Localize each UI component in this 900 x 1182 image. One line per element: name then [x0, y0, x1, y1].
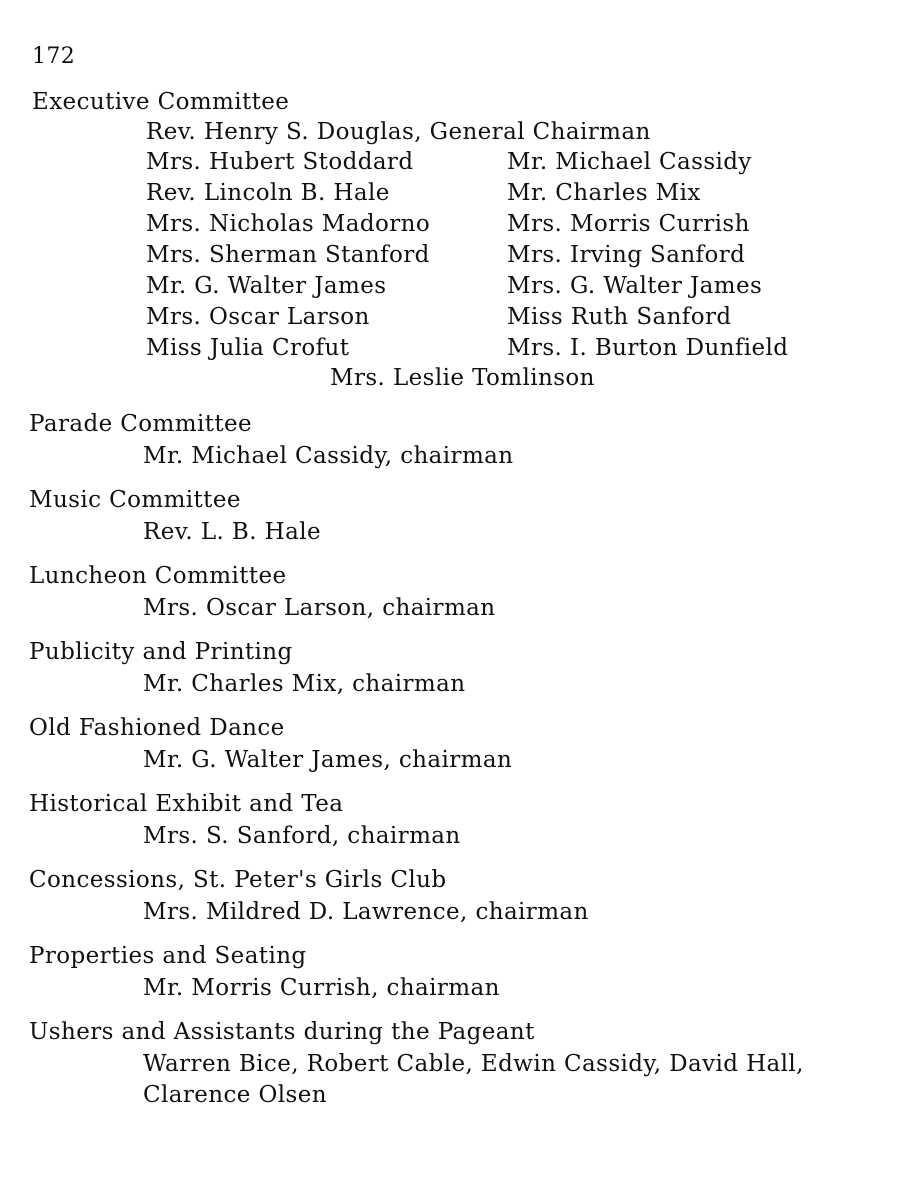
committees-list [29, 411, 869, 1108]
committee-chairman: Rev. L. B. Hale [143, 519, 321, 545]
committee-entry [29, 487, 869, 563]
executive-members-list [146, 149, 846, 366]
member-row [146, 335, 846, 366]
member-name: Rev. Lincoln B. Hale [146, 180, 390, 206]
committee-title: Publicity and Printing [29, 639, 293, 665]
committee-chairman: Mrs. Oscar Larson, chairman [143, 595, 496, 621]
committee-chairman: Mrs. S. Sanford, chairman [143, 823, 461, 849]
committee-entry [29, 639, 869, 715]
member-name: Miss Julia Crofut [146, 335, 350, 361]
committee-entry [29, 867, 869, 943]
member-row [146, 273, 846, 304]
committee-entry [29, 563, 869, 639]
committee-title: Properties and Seating [29, 943, 307, 969]
executive-committee-title: Executive Committee [32, 89, 290, 115]
committee-members: Warren Bice, Robert Cable, Edwin Cassidy, David Hall, Clarence Olsen [143, 1051, 804, 1108]
member-name: Mrs. Nicholas Madorno [146, 211, 431, 237]
member-name: Mrs. G. Walter James [507, 273, 763, 299]
committee-entry [29, 715, 869, 791]
committee-chairman: Mr. G. Walter James, chairman [143, 747, 513, 773]
member-row [146, 211, 846, 242]
committee-title: Ushers and Assistants during the Pageant [29, 1019, 535, 1045]
member-name: Mrs. I. Burton Dunfield [507, 335, 789, 361]
member-name: Mrs. Morris Currish [507, 211, 750, 237]
member-name: Miss Ruth Sanford [507, 304, 732, 330]
committee-title: Concessions, St. Peter's Girls Club [29, 867, 447, 893]
member-row [146, 304, 846, 335]
committee-title: Luncheon Committee [29, 563, 287, 589]
executive-committee-chairman: Rev. Henry S. Douglas, General Chairman [146, 119, 651, 145]
committee-title: Parade Committee [29, 411, 253, 437]
committee-chairman: Mr. Morris Currish, chairman [143, 975, 500, 1001]
page-number: 172 [32, 44, 76, 69]
member-row [146, 149, 846, 180]
member-name: Mrs. Oscar Larson [146, 304, 370, 330]
committee-chairman: Mrs. Mildred D. Lawrence, chairman [143, 899, 589, 925]
member-row [146, 180, 846, 211]
member-name: Mr. Charles Mix [507, 180, 701, 206]
committee-title: Old Fashioned Dance [29, 715, 285, 741]
committee-chairman: Mr. Michael Cassidy, chairman [143, 443, 514, 469]
committee-title: Music Committee [29, 487, 241, 513]
committee-title: Historical Exhibit and Tea [29, 791, 344, 817]
committee-entry [29, 1019, 869, 1108]
executive-last-member: Mrs. Leslie Tomlinson [330, 365, 595, 391]
committee-entry [29, 411, 869, 487]
committee-entry [29, 791, 869, 867]
committee-chairman: Mr. Charles Mix, chairman [143, 671, 466, 697]
member-name: Mrs. Hubert Stoddard [146, 149, 414, 175]
committee-entry [29, 943, 869, 1019]
member-row [146, 242, 846, 273]
member-name: Mrs. Irving Sanford [507, 242, 746, 268]
member-name: Mrs. Sherman Stanford [146, 242, 430, 268]
member-name: Mr. Michael Cassidy [507, 149, 752, 175]
member-name: Mr. G. Walter James [146, 273, 387, 299]
